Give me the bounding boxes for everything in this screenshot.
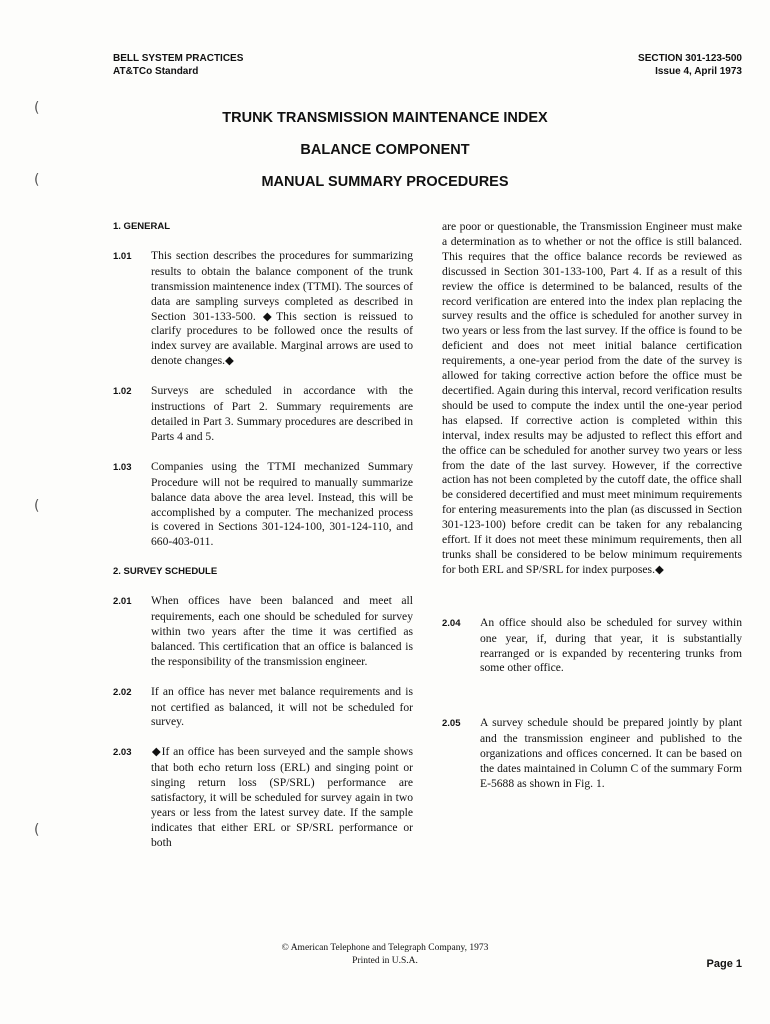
printed-notice: Printed in U.S.A. [352, 956, 418, 966]
binder-hole-mark: ( [34, 498, 40, 514]
paragraph-text: This section describes the procedures for summarizing results to obtain the balance component of the trunk transmission maintenence index (TTMI). The sources of data are sampling surveys completed as described in Section 301-133-500. ◆This section is reissued to clarify procedures to be followed once the results of index survey are available. Marginal arrows are used to denote changes.◆ [151, 248, 413, 368]
binder-hole-mark: ( [34, 822, 40, 838]
document-footer [0, 942, 770, 968]
paragraph-1-01 [113, 249, 413, 369]
paragraph-number: 2.01 [113, 596, 132, 608]
document-header-left [113, 52, 243, 78]
document-header-right [638, 52, 742, 78]
paragraph-number: 1.02 [113, 386, 132, 398]
binder-hole-mark: ( [34, 172, 40, 188]
paragraph-number: 2.05 [442, 718, 461, 730]
header-practice-label: BELL SYSTEM PRACTICES [113, 53, 244, 64]
left-column [113, 220, 413, 866]
paragraph-number: 2.04 [442, 617, 461, 629]
paragraph-number: 1.03 [113, 461, 132, 473]
header-standard-label: AT&TCo Standard [113, 66, 199, 77]
title-line-3: MANUAL SUMMARY PROCEDURES [261, 174, 509, 190]
paragraph-text: Surveys are scheduled in accordance with the instructions of Part 2. Summary requirements are detailed in Part 3. Summary procedures are described in Parts 4 and 5. [151, 384, 413, 443]
paragraph-text: When offices have been balanced and meet all requirements, each one should be scheduled for survey within two years after the time it was certified as balanced. This certification that an office is balanced is the responsibility of the transmission engineer. [151, 594, 413, 668]
paragraph-number: 1.01 [113, 250, 132, 262]
paragraph-2-01 [113, 594, 413, 670]
paragraph-2-05 [442, 716, 742, 792]
paragraph-2-04 [442, 616, 742, 677]
paragraph-text: A survey schedule should be prepared jointly by plant and the transmission engineer and published to the organizations and offices concerned. It can be based on the dates maintained in Column C of the summary Form E-5688 as shown in Fig. 1. [480, 716, 742, 790]
paragraph-text: ◆If an office has been surveyed and the sample shows that both echo return loss (ERL) and singing point or singing return loss (SP/SRL) performance are satisfactory, it will be scheduled for survey again in two years or less from the latest survey date. If the sample indicates that either ERL or SP/SRL performance or both [151, 745, 413, 849]
paragraph-text: If an office has never met balance requirements and is not certified as balanced, it will not be scheduled for survey. [151, 684, 413, 729]
paragraph-2-02 [113, 685, 413, 731]
title-line-2: BALANCE COMPONENT [300, 142, 470, 158]
document-titles [0, 108, 770, 204]
right-column [442, 220, 742, 807]
section-heading-survey-schedule: 2. SURVEY SCHEDULE [113, 566, 218, 578]
paragraph-text: An office should also be scheduled for survey within one year, if, during that year, it is substantially rearranged or is expanded by recentering trunks from some other office. [480, 615, 742, 675]
header-section-number: SECTION 301-123-500 [638, 53, 742, 64]
paragraph-2-03-continued: are poor or questionable, the Transmission Engineer must make a determination as to whether or not the office is still balanced. This requires that the office balance records be reviewed as discussed in Section 301-133-100, Part 4. If as a result of this review the office is determined to be balanced, results of the record verification are entered into the index plan replacing the survey results and the office is scheduled for another survey in two years or less from the last survey. If the office is found to be deficient and does not meet initial balance certification requirements, a one-year period from the date of the survey is allowed for taking corrective action before the office must be decertified. Again during this interval, record verification results should be used to compute the index until the one-year period has elapsed. If corrective action is completed within this interval, index results may be adjusted to reflect this effort and the office can be scheduled for another survey two years or less from the date of the last survey. However, if the corrective action has not been completed by the cutoff date, the office shall be considered decertified and must meet minimum requirements for entering measurements into the plan (as discussed in Section 301-123-100) before credit can be taken for any rebalancing effort. If it does not meet these minimum requirements, then all trunks shall be considered to be below minimum requirements for both ERL and SP/SRL for index purposes.◆ [442, 220, 742, 576]
paragraph-number: 2.02 [113, 686, 132, 698]
paragraph-text: Companies using the TTMI mechanized Summary Procedure will not be required to manually summarize balance data above the area level. Instead, this will be accomplished by a computer. The mechanized process is covered in Sections 301-124-100, 301-124-110, and 660-403-011. [151, 459, 413, 549]
header-issue-date: Issue 4, April 1973 [655, 66, 742, 77]
paragraph-2-03 [113, 745, 413, 850]
page-number: Page 1 [706, 958, 742, 970]
paragraph-number: 2.03 [113, 747, 132, 759]
copyright-notice: © American Telephone and Telegraph Company, 1973 [281, 943, 489, 953]
paragraph-1-02 [113, 384, 413, 445]
binder-hole-mark: ( [34, 100, 40, 116]
paragraph-1-03 [113, 460, 413, 550]
section-heading-general: 1. GENERAL [113, 221, 171, 232]
title-line-1: TRUNK TRANSMISSION MAINTENANCE INDEX [222, 110, 548, 126]
